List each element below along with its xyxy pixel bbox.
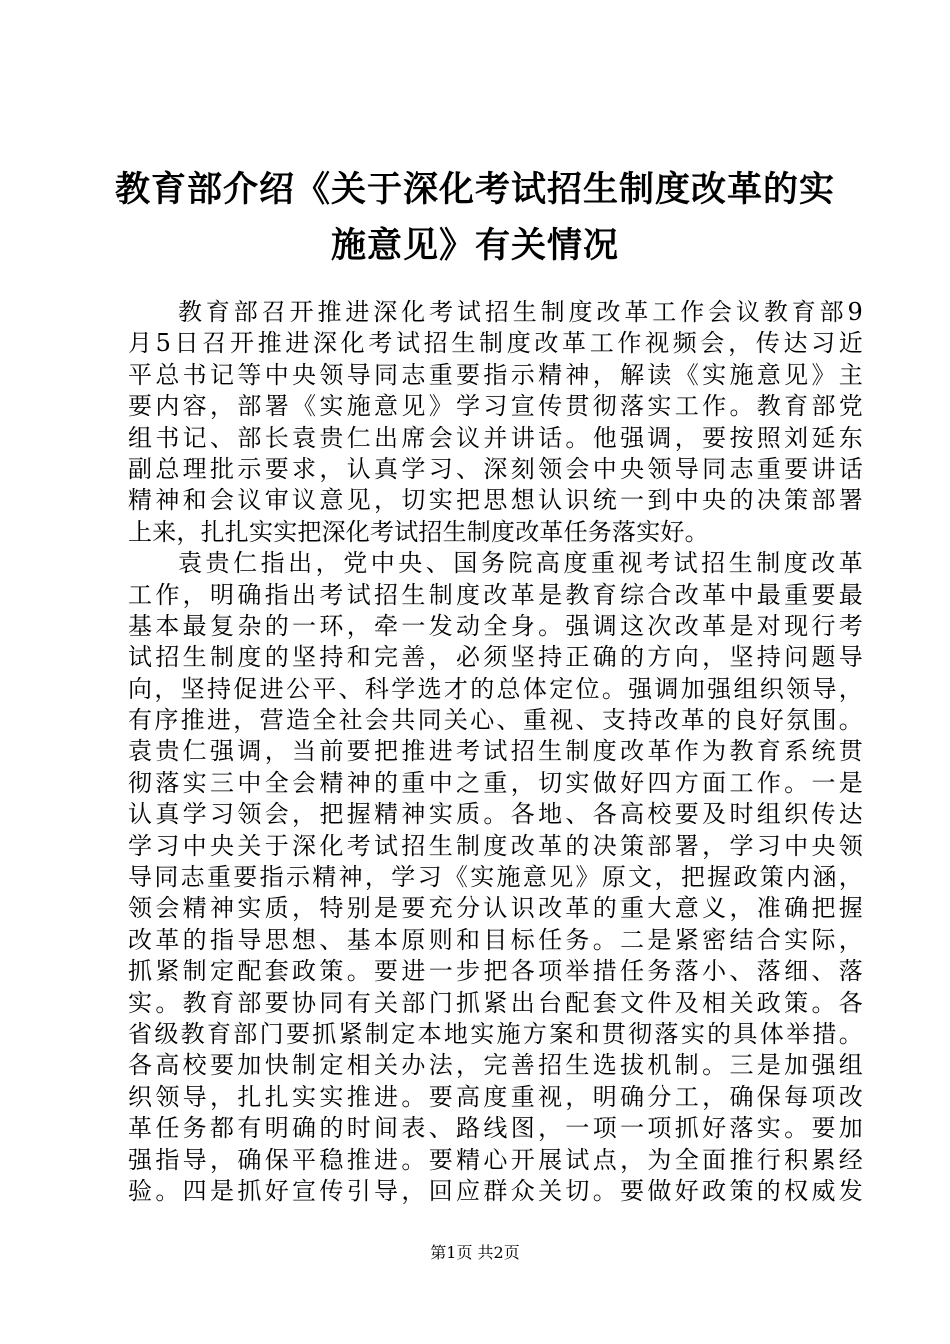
document-title xyxy=(100,162,850,274)
body-line: 实。教育部要协同有关部门抓紧出台配套文件及相关政策。各 xyxy=(128,988,863,1017)
body-line: 认真学习领会，把握精神实质。各地、各高校要及时组织传达 xyxy=(128,800,863,829)
title-line-2: 施意见》有关情况 xyxy=(330,226,619,266)
body-line: 副总理批示要求，认真学习、深刻领会中央领导同志重要讲话 xyxy=(128,454,863,483)
body-line: 革任务都有明确的时间表、路线图，一项一项抓好落实。要加 xyxy=(128,1114,863,1143)
body-line: 工作，明确指出考试招生制度改革是教育综合改革中最重要最 xyxy=(128,580,863,609)
body-line: 教育部召开推进深化考试招生制度改革工作会议教育部9 xyxy=(178,298,863,326)
body-line: 试招生制度的坚持和完善，必须坚持正确的方向，坚持问题导 xyxy=(128,643,863,672)
page-footer: 第1页 共2页 xyxy=(430,1243,520,1262)
body-line: 导同志重要指示精神，学习《实施意见》原文，把握政策内涵， xyxy=(128,863,863,892)
body-line: 平总书记等中央领导同志重要指示精神，解读《实施意见》主 xyxy=(128,360,863,389)
body-line: 精神和会议审议意见，切实把思想认识统一到中央的决策部署 xyxy=(128,486,863,515)
body-line: 抓紧制定配套政策。要进一步把各项举措任务落小、落细、落 xyxy=(128,957,863,986)
body-line: 基本最复杂的一环，牵一发动全身。强调这次改革是对现行考 xyxy=(128,611,863,640)
body-line: 组书记、部长袁贵仁出席会议并讲话。他强调，要按照刘延东 xyxy=(128,423,863,452)
body-line: 学习中央关于深化考试招生制度改革的决策部署，学习中央领 xyxy=(128,831,863,860)
body-line: 袁贵仁强调，当前要把推进考试招生制度改革作为教育系统贯 xyxy=(128,737,863,766)
body-line: 月5日召开推进深化考试招生制度改革工作视频会，传达习近 xyxy=(128,329,863,358)
body-line: 织领导，扎扎实实推进。要高度重视，明确分工，确保每项改 xyxy=(128,1082,863,1111)
body-line: 各高校要加快制定相关办法，完善招生选拔机制。三是加强组 xyxy=(128,1051,863,1080)
title-line-1: 教育部介绍《关于深化考试招生制度改革的实 xyxy=(114,170,835,210)
body-line: 上来，扎扎实实把深化考试招生制度改革任务落实好。 xyxy=(128,517,709,546)
body-line: 要内容，部署《实施意见》学习宣传贯彻落实工作。教育部党 xyxy=(128,392,863,421)
body-line: 彻落实三中全会精神的重中之重，切实做好四方面工作。一是 xyxy=(128,768,863,797)
body-line: 有序推进，营造全社会共同关心、重视、支持改革的良好氛围。 xyxy=(128,706,863,735)
document-body xyxy=(128,297,863,1207)
body-line: 改革的指导思想、基本原则和目标任务。二是紧密结合实际， xyxy=(128,925,863,954)
body-line: 领会精神实质，特别是要充分认识改革的重大意义，准确把握 xyxy=(128,894,863,923)
body-line: 验。四是抓好宣传引导，回应群众关切。要做好政策的权威发 xyxy=(128,1176,863,1205)
body-line: 向，坚持促进公平、科学选才的总体定位。强调加强组织领导， xyxy=(128,674,863,703)
body-line: 强指导，确保平稳推进。要精心开展试点，为全面推行积累经 xyxy=(128,1145,863,1174)
body-line: 袁贵仁指出，党中央、国务院高度重视考试招生制度改革 xyxy=(178,549,863,578)
body-line: 省级教育部门要抓紧制定本地实施方案和贯彻落实的具体举措。 xyxy=(128,1019,863,1048)
